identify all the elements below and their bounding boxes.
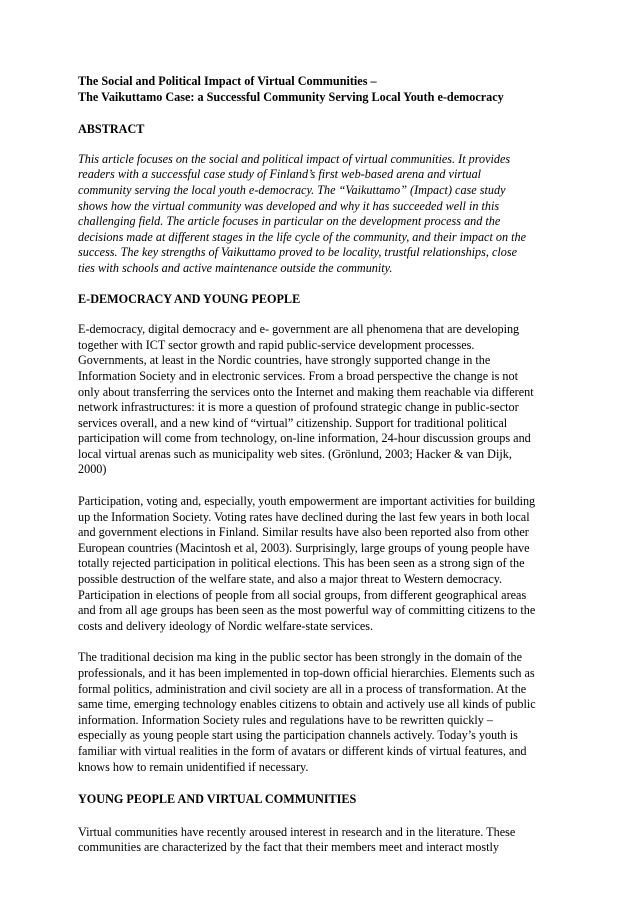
abstract-line: decisions made at different stages in the life cycle of the community, and their impact on the: [78, 229, 527, 244]
body-line: Governments, at least in the Nordic countries, have strongly supported change in the: [78, 353, 491, 368]
body-line: familiar with virtual realities in the form of avatars or different kinds of virtual features, and: [78, 743, 527, 758]
body-line: network infrastructures: it is more a question of profound strategic change in public-sector: [78, 400, 519, 415]
body-line: and from all age groups has been seen as the most powerful way of committing citizens to the: [78, 603, 536, 618]
abstract-line: community serving the local youth e-democracy. The “Vaikuttamo” (Impact) case study: [78, 182, 506, 197]
abstract-line: This article focuses on the social and political impact of virtual communities. It provides: [78, 151, 511, 166]
body-line: especially as young people start using the participation channels actively. Today’s youth is: [78, 728, 518, 743]
abstract-line: success. The key strengths of Vaikuttamo proved to be locality, trustful relationships, close: [78, 245, 518, 260]
body-line: The traditional decision ma king in the public sector has been strongly in the domain of the: [78, 650, 523, 665]
body-line: Participation, voting and, especially, youth empowerment are important activities for building: [78, 494, 536, 509]
abstract-line: readers with a successful case study of Finland’s first web-based arena and virtual: [78, 167, 482, 182]
title-line: The Social and Political Impact of Virtual Communities –: [78, 74, 377, 88]
abstract-line: challenging field. The article focuses in particular on the development process and the: [78, 214, 501, 229]
body-line: information. Information Society rules and regulations have to be rewritten quickly –: [78, 712, 493, 727]
body-paragraph: [78, 322, 556, 478]
document-page: [78, 74, 556, 856]
abstract-line: ties with schools and active maintenance outside the community.: [78, 260, 393, 275]
body-line: formal politics, administration and civil society are all in a process of transformation. At the: [78, 681, 527, 696]
body-line: up the Information Society. Voting rates have declined during the last few years in both local: [78, 509, 530, 524]
body-paragraph: [78, 650, 556, 775]
body-line: Virtual communities have recently aroused interest in research and in the literature. These: [78, 824, 516, 839]
abstract-heading: ABSTRACT: [78, 122, 145, 137]
body-line: and government elections in Finland. Similar results have also been reported also from other: [78, 525, 529, 540]
subtitle-line: The Vaikuttamo Case: a Successful Community Serving Local Youth e-democracy: [78, 89, 504, 104]
body-line: together with ICT sector growth and rapid public-service development processes.: [78, 337, 475, 352]
body-line: costs and delivery ideology of Nordic welfare-state services.: [78, 618, 374, 633]
body-line: Participation in elections of people from all social groups, from different geographical areas: [78, 587, 527, 602]
body-line: professionals, and it has been implemented in top-down official hierarchies. Elements such as: [78, 666, 535, 680]
abstract-line: shows how the virtual community was developed and why it has succeeded well in this: [78, 198, 500, 213]
body-line: same time, emerging technology enables citizens to obtain and actively use all kinds of public: [78, 697, 536, 712]
body-line: local virtual arenas such as municipality web sites. (Grönlund, 2003; Hacker & van Dijk,: [78, 446, 512, 461]
body-paragraph: [78, 494, 556, 634]
body-line: 2000): [78, 462, 107, 477]
body-line: Information Society and in electronic services. From a broad perspective the change is not: [78, 368, 518, 383]
body-paragraph: [78, 825, 556, 856]
body-line: communities are characterized by the fact that their members meet and interact mostly: [78, 840, 499, 855]
body-line: knows how to remain unidentified if necessary.: [78, 759, 309, 774]
body-line: European countries (Macintosh et al, 2003). Surprisingly, large groups of young people have: [78, 540, 530, 555]
body-line: E-democracy, digital democracy and e- government are all phenomena that are developing: [78, 322, 520, 337]
body-line: participation will come from technology, on-line information, 24-hour discussion groups and: [78, 431, 531, 446]
body-line: only about transferring the services onto the Internet and making them reachable via different: [78, 384, 534, 399]
body-line: totally rejected participation in political elections. This has been seen as a strong sign of the: [78, 556, 525, 571]
section-heading-virtual-communities: YOUNG PEOPLE AND VIRTUAL COMMUNITIES: [78, 792, 357, 807]
body-line: possible destruction of the welfare state, and also a major threat to Western democracy.: [78, 572, 503, 587]
body-line: services overall, and a new kind of “virtual” citizenship. Support for traditional political: [78, 415, 508, 430]
paper-title: [78, 74, 556, 105]
section-heading-edemocracy: E-DEMOCRACY AND YOUNG PEOPLE: [78, 291, 301, 306]
abstract-paragraph: [78, 152, 556, 277]
